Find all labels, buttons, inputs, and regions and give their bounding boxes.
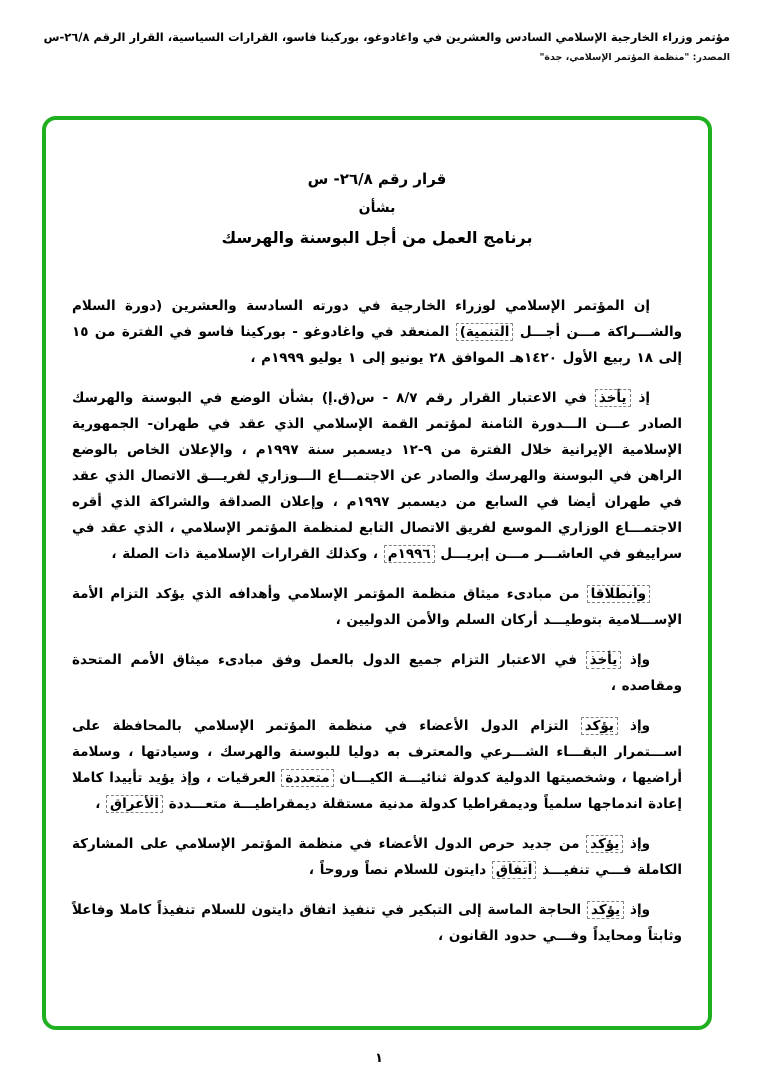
highlighted-term: يؤكد (586, 835, 623, 853)
paragraph-text: وإذ (621, 652, 650, 668)
document-body (72, 293, 682, 949)
paragraph-text: العرقيات ، وإذ يؤيد تأييدا كاملا إعادة اندماجها سلمياً وديمقراطيا كدولة مدنية مستقلة ديمقراطيـــة متعـــددة (72, 770, 682, 812)
highlighted-term: يؤكد (587, 901, 624, 919)
highlighted-term: يؤكد (581, 717, 618, 735)
paragraph-text: المنعقد في واغادوغو - بوركينا فاسو في الفترة من ١٥ إلى ١٨ ربيع الأول ١٤٢٠هـ الموافق ٢٨ يونيو إلى ١ يوليو ١٩٩٩م ، (72, 324, 682, 366)
page-header (28, 30, 730, 63)
resolution-regarding-title: بشأن (358, 200, 396, 216)
highlighted-term: اتفاق (492, 861, 537, 879)
paragraph (72, 897, 682, 949)
paragraph-text: من جديد حرص الدول الأعضاء في منظمة المؤتمر الإسلامي على المشاركة الكاملة فـــي تنفيـــذ (72, 836, 682, 878)
header-source: المصدر: "منظمة المؤتمر الإسلامي، جدة" (539, 52, 730, 63)
paragraph (72, 581, 682, 633)
highlighted-term: ١٩٩٦م (384, 545, 435, 563)
highlighted-term: وانطلاقا (587, 585, 650, 603)
paragraph-text: وإذ (623, 836, 650, 852)
page-number: ١ (375, 1051, 383, 1066)
paragraph-text: دايتون للسلام نصاً وروحاً ، (308, 862, 492, 878)
highlighted-term: متعددة (281, 769, 333, 787)
paragraph (72, 713, 682, 817)
header-citation: مؤتمر وزراء الخارجية الإسلامي السادس والعشرين في واغادوغو، بوركينا فاسو، القرارات السياسية، القرار الرقم ٢٦/٨-س (43, 30, 730, 44)
paragraph-text: ، وكذلك القرارات الإسلامية ذات الصلة ، (111, 546, 384, 562)
paragraph (72, 293, 682, 371)
document-border-box (42, 116, 712, 1030)
resolution-subject-title: برنامج العمل من أجل البوسنة والهرسك (221, 228, 533, 247)
paragraph-text: ، (95, 796, 107, 812)
paragraph (72, 647, 682, 699)
paragraph (72, 831, 682, 883)
paragraph-text: وإذ (617, 718, 650, 734)
highlighted-term: التنمية) (456, 323, 514, 341)
paragraph-text: إن المؤتمر الإسلامي لوزراء الخارجية في دورته السادسة والعشرين (دورة السلام والشـــراكة مـــن أجـــل (72, 298, 682, 340)
paragraph-text: في الاعتبار التزام جميع الدول بالعمل وفق مبادىء ميثاق الأمم المتحدة ومقاصده ، (72, 652, 682, 694)
paragraph-text: في الاعتبار القرار رقم ٨/٧ - س(ق.إ) بشأن الوضع في البوسنة والهرسك الصادر عـــن الـــدورة الثامنة لمؤتمر القمة الإسلامي الذي عقد في طهران- الجمهورية الإسلامية الإيرانية خلال الفترة من ٩-١٢ ديسمبر سنة ١٩٩٧م ، والإعلان الخاص بالوضع الراهن في البوسنة والهرسك والصادر عن الاجتمـــاع الـــوزاري لفريـــق الاتصال الذي عقد في طهران أيضا في السابع من ديسمبر ١٩٩٧م ، وإعلان الصداقة والشراكة الذي أقره الاجتمـــاع الوزاري الموسع لفريق الاتصال التابع لمنظمة المؤتمر الإسلامي ، الذي عقد في سراييفو في العاشـــر مـــن إبريـــل (72, 390, 683, 562)
paragraph-text: التزام الدول الأعضاء في منظمة المؤتمر الإسلامي بالمحافظة على اســـتمرار البقـــاء الشـــرعي والمعترف به دوليا للبوسنة والهرسك ، وسيادتها ، وسلامة أراضيها ، وشخصيتها الدولية كدولة ثنائيـــة الكيـــان (72, 718, 682, 786)
paragraph-text: من مبادىء ميثاق منظمة المؤتمر الإسلامي وأهدافه الذي يؤكد التزام الأمة الإســـلامية بتوطيـــد أركان السلم والأمن الدوليين ، (72, 586, 682, 628)
highlighted-term: يأخذ (586, 651, 622, 669)
paragraph-text: وإذ (624, 902, 650, 918)
paragraph-text: إذ (630, 390, 650, 406)
paragraph-text: الحاجة الماسة إلى التبكير في تنفيذ اتفاق دايتون للسلام تنفيذاً كاملا وفاعلاً وثابتاً ومحايداً وفـــي حدود القانون ، (72, 902, 682, 944)
resolution-number-title: قرار رقم ٢٦/٨- س (307, 170, 447, 188)
highlighted-term: يأخذ (595, 389, 631, 407)
paragraph (72, 385, 682, 567)
highlighted-term: الأعراق (106, 795, 163, 813)
